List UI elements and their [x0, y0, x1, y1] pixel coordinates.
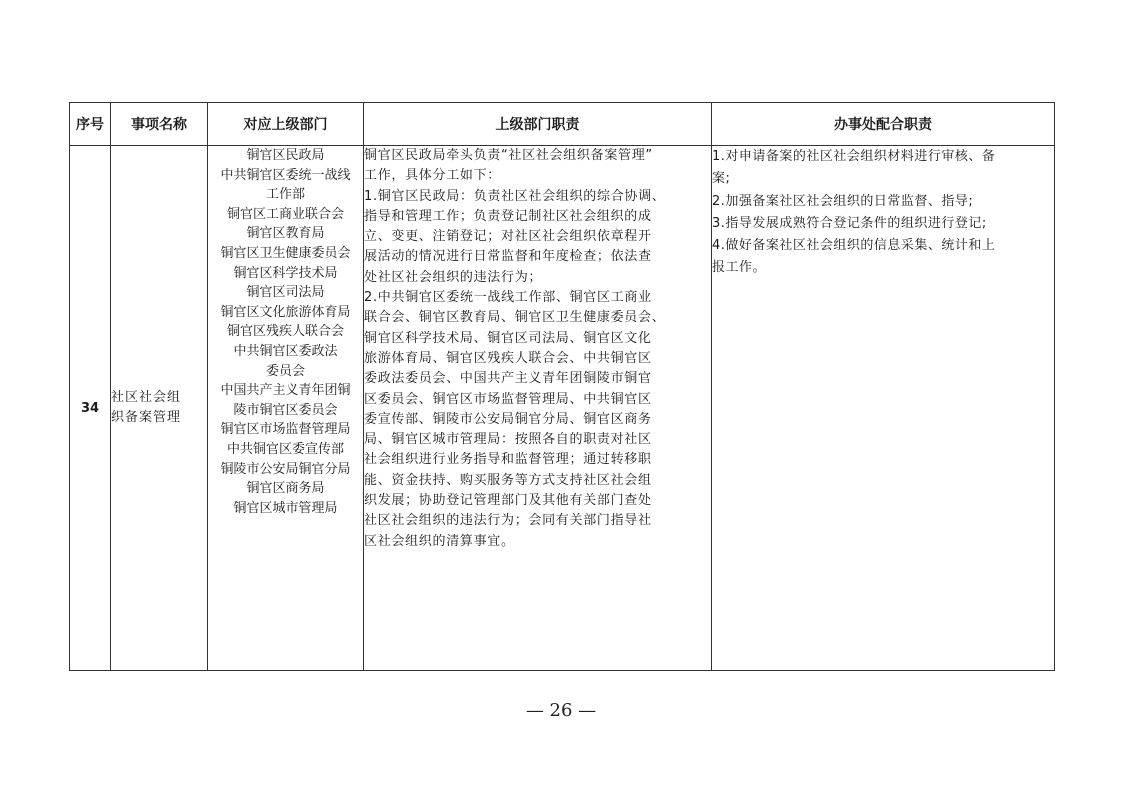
cooperation-line: 3.指导发展成熟符合登记条件的组织进行登记;	[712, 215, 987, 231]
department-line: 铜官区民政局	[246, 148, 325, 163]
cooperation-line: 2.加强备案社区社会组织的日常监督、指导;	[712, 193, 974, 209]
department-line: 中共铜官区委宣传部	[226, 441, 344, 457]
table-row	[70, 146, 1055, 671]
department-line: 铜官区工商业联合会	[226, 206, 344, 222]
department-line: 铜官区商务局	[246, 481, 325, 497]
responsibility-line: 局、铜官区城市管理局：按照各自的职责对社区	[364, 432, 652, 448]
cooperation-line: 报工作。	[712, 260, 767, 276]
department-line: 中国共产主义青年团铜	[220, 383, 351, 399]
item-name-line: 织备案管理	[111, 410, 182, 425]
responsibility-line: 旅游体育局、铜官区残疾人联合会、中共铜官区	[364, 350, 652, 366]
responsibility-line: 工作，具体分工如下：	[364, 168, 502, 184]
responsibility-line: 铜官区科学技术局、铜官区司法局、铜官区文化	[364, 330, 652, 346]
responsibility-line: 区委员会、铜官区市场监督管理局、中共铜官区	[364, 391, 652, 407]
responsibility-line: 委政法委员会、中国共产主义青年团铜陵市铜官	[364, 371, 652, 387]
department-line: 铜官区科学技术局	[233, 265, 338, 281]
header-serial-no: 序号	[70, 103, 111, 146]
responsibility-line: 指导和管理工作；负责登记制社区社会组织的成	[364, 208, 652, 224]
responsibility-line: 社会组织进行业务指导和监督管理；通过转移职	[364, 452, 652, 468]
cooperation-line: 1.对申请备案的社区社会组织材料进行审核、备	[712, 149, 996, 164]
duties-table	[69, 102, 1055, 671]
item-name-line: 社区社会组	[111, 390, 182, 405]
responsibility-line: 展活动的情况进行日常监督和年度检查；依法查	[364, 249, 652, 265]
header-item-name: 事项名称	[111, 103, 208, 146]
responsibility-line: 1.铜官区民政局：负责社区社会组织的综合协调、	[364, 188, 666, 204]
responsibility-line: 织发展；协助登记管理部门及其他有关部门查处	[364, 493, 652, 509]
header-superior-responsibilities: 上级部门职责	[364, 103, 712, 146]
header-row	[70, 103, 1055, 146]
department-line: 铜官区教育局	[246, 226, 325, 242]
department-line: 中共铜官区委政法	[233, 343, 338, 359]
row-office-cooperation-duties	[712, 146, 1055, 671]
row-superior-responsibilities	[364, 146, 712, 671]
department-line: 铜陵市公安局铜官分局	[220, 461, 351, 477]
cooperation-line: 4.做好备案社区社会组织的信息采集、统计和上	[712, 238, 996, 254]
header-superior-department: 对应上级部门	[208, 103, 364, 146]
header-office-cooperation-duties: 办事处配合职责	[712, 103, 1055, 146]
responsibility-line: 能、资金扶持、购买服务等方式支持社区社会组	[364, 472, 652, 488]
responsibility-line: 联合会、铜官区教育局、铜官区卫生健康委员会、	[364, 310, 666, 326]
department-line: 陵市铜官区委员会	[233, 402, 338, 418]
department-line: 工作部	[265, 187, 305, 203]
department-line: 铜官区残疾人联合会	[226, 324, 344, 340]
responsibility-line: 处社区社会组织的违法行为；	[364, 269, 543, 285]
responsibility-line: 立、变更、注销登记；对社区社会组织依章程开	[364, 229, 652, 245]
row-departments	[208, 146, 364, 671]
responsibility-line: 区社会组织的清算事宜。	[364, 533, 515, 549]
department-line: 铜官区市场监督管理局	[220, 422, 351, 438]
responsibility-line: 铜官区民政局牵头负责“社区社会组织备案管理”	[364, 148, 653, 163]
page-number: — 26 —	[525, 700, 597, 721]
row-serial-no: 34	[70, 146, 111, 671]
responsibility-line: 2.中共铜官区委统一战线工作部、铜官区工商业	[364, 290, 652, 306]
responsibility-line: 社区社会组织的违法行为；会同有关部门指导社	[364, 513, 652, 529]
department-line: 铜官区城市管理局	[233, 500, 338, 516]
row-item-name	[111, 146, 208, 671]
department-line: 铜官区卫生健康委员会	[220, 245, 351, 261]
department-line: 铜官区司法局	[246, 285, 325, 301]
responsibility-line: 委宣传部、铜陵市公安局铜官分局、铜官区商务	[364, 411, 652, 427]
cooperation-line: 案;	[712, 171, 731, 187]
department-line: 中共铜官区委统一战线	[220, 167, 351, 183]
department-line: 委员会	[265, 363, 305, 379]
department-line: 铜官区文化旅游体育局	[220, 304, 351, 320]
